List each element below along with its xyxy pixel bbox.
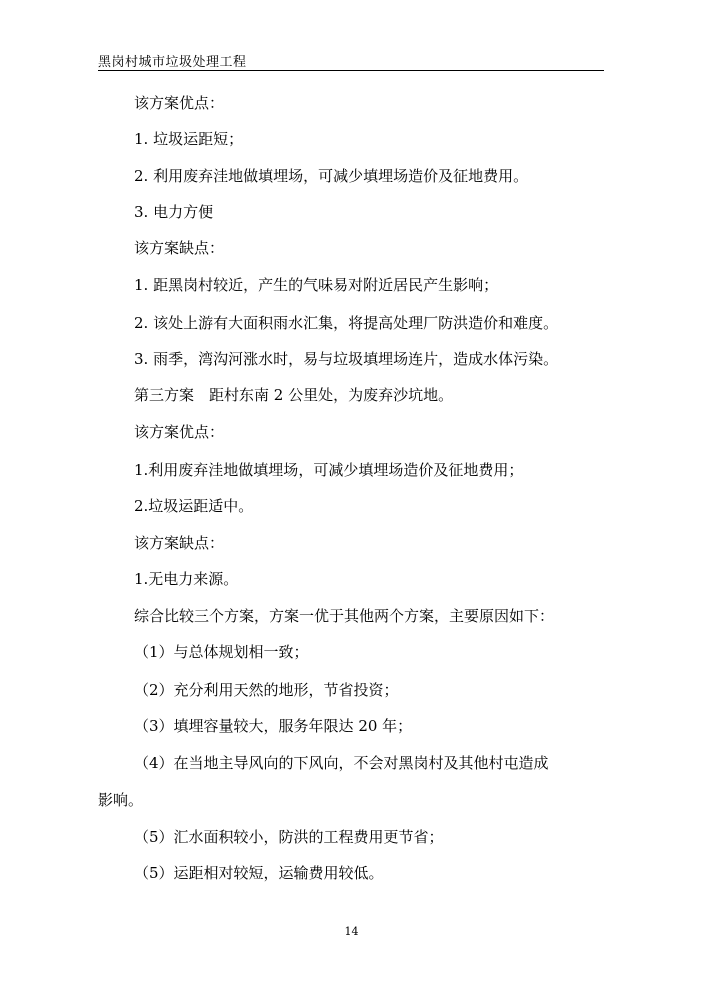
paragraph-line: 该方案缺点： [134,534,225,552]
paragraph-line: 1.利用废弃洼地做填埋场，可减少填埋场造价及征地费用； [134,461,524,479]
paragraph-line: 3. 电力方便 [134,203,214,221]
paragraph-line: 综合比较三个方案，方案一优于其他两个方案，主要原因如下： [134,607,555,625]
paragraph-line: （1）与总体规划相一致； [134,643,309,661]
paragraph-line: 3. 雨季，湾沟河涨水时，易与垃圾填埋场连片，造成水体污染。 [134,350,559,368]
paragraph-line: （2）充分利用天然的地形，节省投资； [134,681,399,699]
paragraph-line: （4）在当地主导风向的下风向，不会对黑岗村及其他村屯造成 [134,754,549,772]
paragraph-line: 2.垃圾运距适中。 [134,497,254,515]
paragraph-line: 该方案优点： [134,94,225,112]
page-header [98,50,604,71]
paragraph-line: 该方案缺点： [134,239,225,257]
page-number: 14 [344,925,359,938]
paragraph-line: （5）运距相对较短，运输费用较低。 [134,864,384,882]
paragraph-line: 1. 距黑岗村较近，产生的气味易对附近居民产生影响； [134,276,499,294]
paragraph-line: （5）汇水面积较小，防洪的工程费用更节省； [134,828,444,846]
paragraph-line: 该方案优点： [134,423,225,441]
header-title: 黑岗村城市垃圾处理工程 [98,55,247,70]
paragraph-line: 2. 该处上游有大面积雨水汇集，将提高处理厂防洪造价和难度。 [134,314,559,332]
paragraph-line: 2. 利用废弃洼地做填埋场，可减少填埋场造价及征地费用。 [134,167,529,185]
paragraph-line: 第三方案 距村东南 2 公里处，为废弃沙坑地。 [134,386,454,404]
paragraph-line: 1. 垃圾运距短； [134,130,244,148]
paragraph-line: （3）填埋容量较大，服务年限达 20 年； [134,717,413,735]
paragraph-line: 1.无电力来源。 [134,570,239,588]
paragraph-line: 影响。 [98,791,144,809]
